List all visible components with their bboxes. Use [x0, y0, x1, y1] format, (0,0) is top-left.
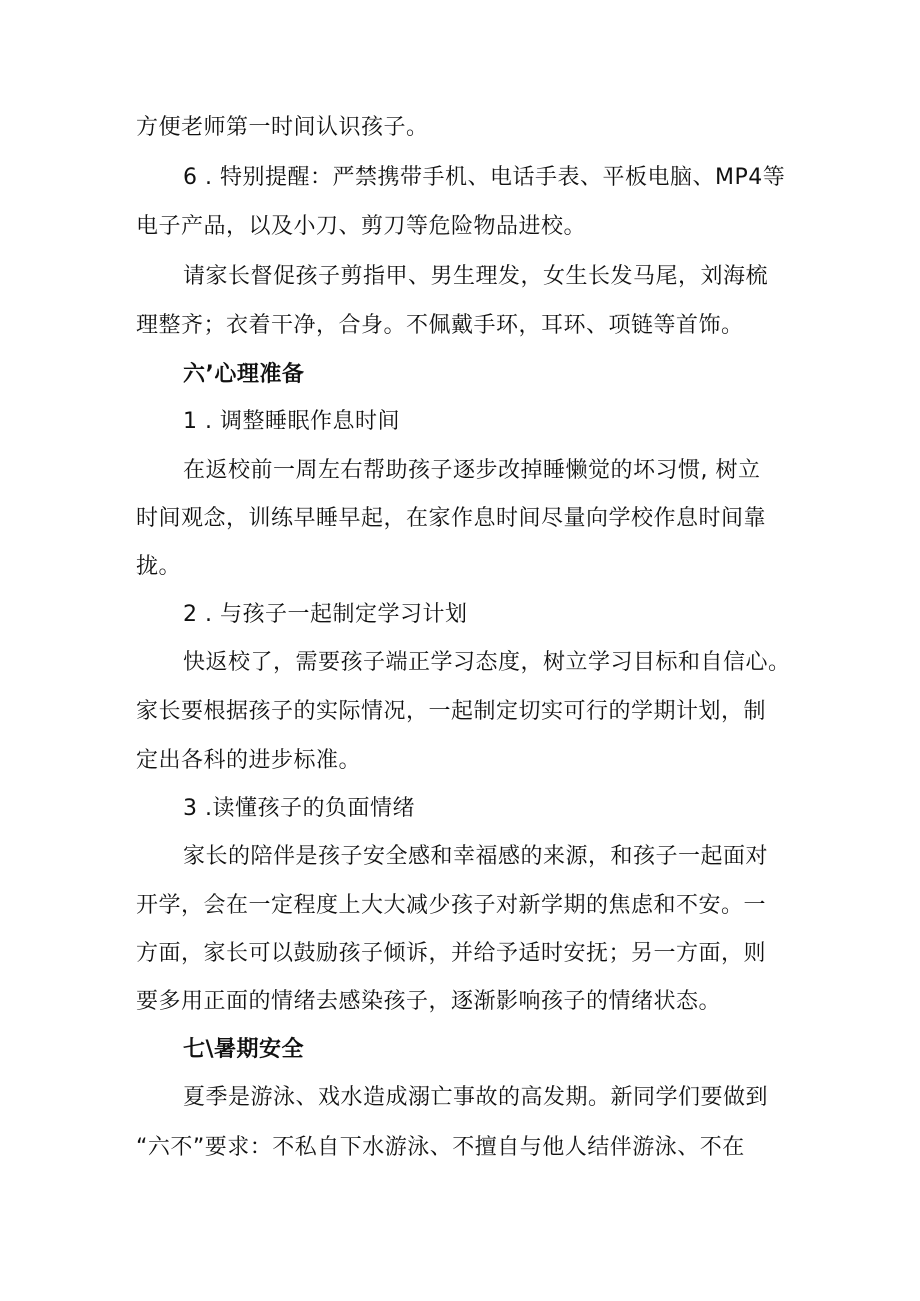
body-text-line: 方面，家长可以鼓励孩子倾诉，并给予适时安抚；另一方面，则 [136, 941, 767, 966]
body-text-line: 快返校了，需要孩子端正学习态度，树立学习目标和自信心。 [183, 650, 791, 675]
subheading-text: 2 . 与孩子一起制定学习计划 [183, 602, 468, 627]
body-text-line: 理整齐；衣着干净，合身。不佩戴手环，耳环、项链等首饰。 [136, 313, 744, 338]
body-text-line: 时间观念，训练早睡早起，在家作息时间尽量向学校作息时间靠 [136, 506, 767, 531]
body-text-line: 开学，会在一定程度上大大减少孩子对新学期的焦虑和不安。一 [136, 893, 767, 918]
body-text-line: 方便老师第一时间认识孩子。 [136, 115, 429, 140]
body-text-line: 夏季是游泳、戏水造成溺亡事故的高发期。新同学们要做到 [183, 1085, 769, 1110]
body-text-line: 在返校前一周左右帮助孩子逐步改掉睡懒觉的坏习惯, 树立 [183, 458, 761, 483]
body-text-line: 家长要根据孩子的实际情况，一起制定切实可行的学期计划，制 [136, 699, 767, 724]
body-text-line: 请家长督促孩子剪指甲、男生理发，女生长发马尾，刘海梳 [183, 264, 769, 289]
body-text-line: 拢。 [136, 554, 182, 579]
body-text-line: 要多用正面的情绪去感染孩子，逐渐影响孩子的情绪状态。 [136, 989, 722, 1014]
body-text-line: 定出各科的进步标准。 [136, 748, 362, 773]
section-heading: 七\暑期安全 [183, 1037, 305, 1062]
list-item-text: 6 . 特别提醒：严禁携带手机、电话手表、平板电脑、MP4等 [183, 165, 786, 190]
section-heading: 六’心理准备 [183, 362, 305, 387]
body-text-line: “六不”要求：不私自下水游泳、不擅自与他人结伴游泳、不在 [136, 1135, 745, 1160]
body-text-line: 家长的陪伴是孩子安全感和幸福感的来源，和孩子一起面对 [183, 844, 769, 869]
subheading-text: 1 . 调整睡眠作息时间 [183, 409, 400, 434]
body-text-line: 电子产品，以及小刀、剪刀等危险物品进校。 [136, 214, 587, 239]
subheading-text: 3 .读懂孩子的负面情绪 [183, 796, 415, 821]
